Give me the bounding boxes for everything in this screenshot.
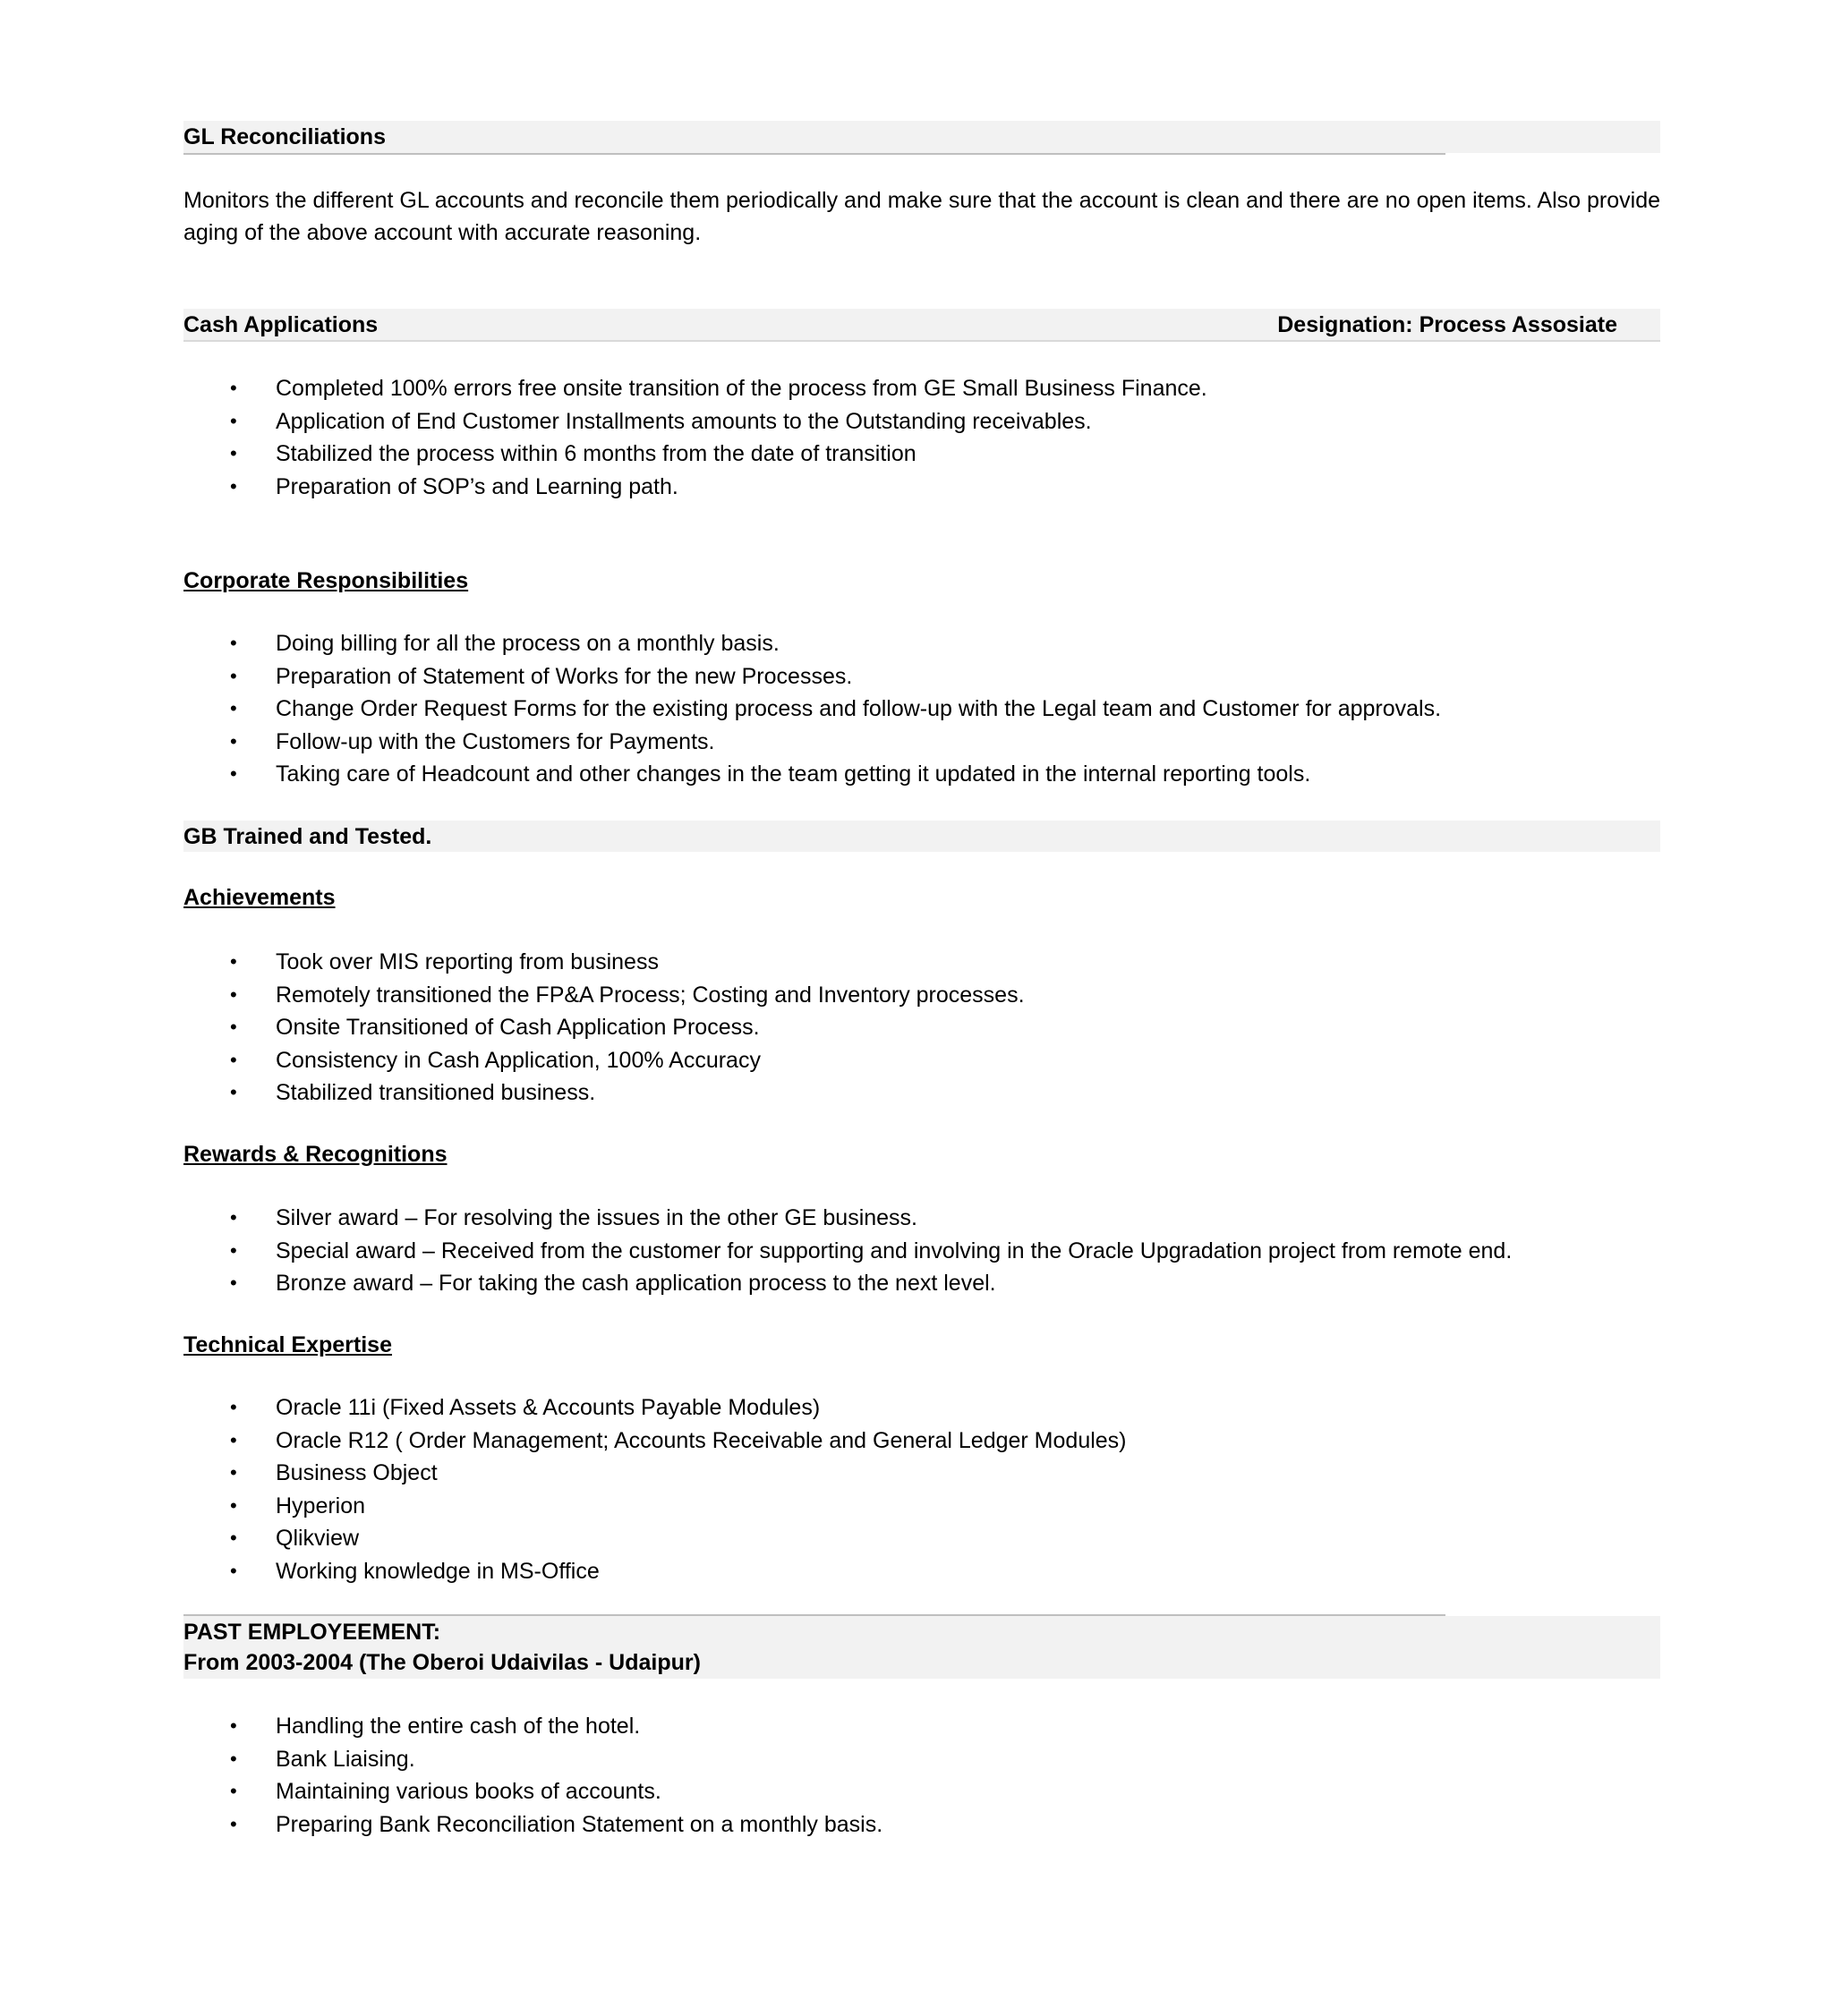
list-item: [183, 1202, 1660, 1235]
list-item-text: Stabilized the process within 6 months from the date of transition: [276, 441, 916, 466]
list-item: [183, 1044, 1660, 1077]
list-item: [183, 405, 1660, 438]
gb-trained-header: [183, 821, 1660, 852]
bullet-icon: •: [230, 1714, 237, 1737]
list-item: [183, 979, 1660, 1012]
list-item-text: Working knowledge in MS-Office: [276, 1558, 600, 1584]
past-employment-list: [183, 1710, 1660, 1841]
list-item-text: Silver award – For resolving the issues in the other GE business.: [276, 1205, 918, 1230]
list-item: [183, 438, 1660, 471]
list-item-text: Remotely transitioned the FP&A Process; Costing and Inventory processes.: [276, 982, 1025, 1008]
bullet-icon: •: [230, 1238, 237, 1262]
corporate-responsibilities-title: Corporate Responsibilities: [183, 568, 469, 593]
list-item: [183, 1710, 1660, 1743]
list-item-text: Change Order Request Forms for the existing process and follow-up with the Legal team and Customer for approvals.: [276, 696, 1442, 721]
bullet-icon: •: [230, 409, 237, 432]
bullet-icon: •: [230, 762, 237, 785]
list-item-text: Hyperion: [276, 1493, 366, 1518]
bullet-icon: •: [230, 1081, 237, 1103]
past-employment-subtitle: From 2003-2004 (The Oberoi Udaivilas - Udaipur): [183, 1650, 701, 1675]
list-item: [183, 1235, 1660, 1268]
bullet-icon: •: [230, 729, 237, 753]
achievements-list: [183, 946, 1660, 1110]
list-item-text: Business Object: [276, 1460, 438, 1485]
list-item-text: Bronze award – For taking the cash application process to the next level.: [276, 1271, 996, 1296]
bullet-icon: •: [230, 1016, 237, 1038]
gl-reconciliations-title: GL Reconciliations: [183, 124, 386, 149]
list-item: [183, 1425, 1660, 1458]
list-item: [183, 1775, 1660, 1808]
past-employment-title: PAST EMPLOYEEMENT:: [183, 1620, 441, 1645]
cash-applications-header: [183, 309, 1660, 341]
list-item: [183, 726, 1660, 759]
cash-applications-list: [183, 372, 1660, 503]
bullet-icon: •: [230, 442, 237, 464]
list-item: [183, 1267, 1660, 1300]
list-item: [183, 660, 1660, 693]
achievements-title: Achievements: [183, 885, 336, 910]
bullet-icon: •: [230, 632, 237, 654]
bullet-icon: •: [230, 1396, 237, 1418]
designation-label: Designation: Process Assosiate: [1277, 312, 1617, 337]
list-item-text: Completed 100% errors free onsite transition of the process from GE Small Business Finance.: [276, 376, 1207, 401]
list-item-text: Preparation of SOP’s and Learning path.: [276, 473, 678, 499]
list-item-text: Took over MIS reporting from business: [276, 949, 659, 974]
list-item: [183, 1743, 1660, 1776]
bullet-icon: •: [230, 697, 237, 719]
bullet-icon: •: [230, 1428, 237, 1451]
rewards-list: [183, 1202, 1660, 1300]
past-employment-header: [183, 1616, 1660, 1679]
list-item-text: Maintaining various books of accounts.: [276, 1779, 661, 1804]
bullet-icon: •: [230, 1812, 237, 1835]
list-item: [183, 1457, 1660, 1490]
bullet-icon: •: [230, 1559, 237, 1582]
list-item: [183, 372, 1660, 405]
list-item-text: Doing billing for all the process on a monthly basis.: [276, 631, 780, 656]
list-item: [183, 1522, 1660, 1555]
list-item: [183, 1011, 1660, 1044]
bullet-icon: •: [230, 664, 237, 687]
bullet-icon: •: [230, 1461, 237, 1484]
technical-expertise-title: Technical Expertise: [183, 1332, 392, 1357]
list-item-text: Onsite Transitioned of Cash Application Process.: [276, 1015, 760, 1040]
list-item: [183, 471, 1660, 504]
list-item-text: Taking care of Headcount and other changes in the team getting it updated in the internal reporting tools.: [276, 761, 1311, 787]
cash-applications-rule: [183, 340, 1660, 342]
bullet-icon: •: [230, 950, 237, 973]
list-item-text: Qlikview: [276, 1526, 360, 1551]
list-item-text: Consistency in Cash Application, 100% Accuracy: [276, 1047, 761, 1073]
bullet-icon: •: [230, 1272, 237, 1294]
list-item-text: Handling the entire cash of the hotel.: [276, 1714, 641, 1739]
list-item-text: Oracle R12 ( Order Management; Accounts Receivable and General Ledger Modules): [276, 1427, 1127, 1453]
list-item-text: Oracle 11i (Fixed Assets & Accounts Payable Modules): [276, 1395, 821, 1420]
list-item: [183, 758, 1660, 791]
list-item-text: Follow-up with the Customers for Payments.: [276, 728, 715, 754]
list-item-text: Special award – Received from the customer for supporting and involving in the Oracle Upgradation project from remote end.: [276, 1238, 1513, 1263]
list-item-text: Application of End Customer Installments amounts to the Outstanding receivables.: [276, 408, 1092, 434]
rewards-recognitions-title: Rewards & Recognitions: [183, 1142, 448, 1167]
corporate-responsibilities-list: [183, 627, 1660, 791]
bullet-icon: •: [230, 377, 237, 399]
gl-reconciliations-header: [183, 121, 1660, 153]
bullet-icon: •: [230, 1493, 237, 1517]
bullet-icon: •: [230, 1527, 237, 1549]
gl-reconciliations-paragraph: Monitors the different GL accounts and reconcile them periodically and make sure that the account is clean and there are no open items. Also provide aging of the above account with accurate reasoning.: [183, 188, 1660, 245]
gb-trained-title: GB Trained and Tested.: [183, 824, 432, 849]
bullet-icon: •: [230, 1780, 237, 1802]
cash-applications-title: Cash Applications: [183, 312, 379, 337]
list-item-text: Bank Liaising.: [276, 1746, 415, 1772]
bullet-icon: •: [230, 982, 237, 1006]
list-item: [183, 1076, 1660, 1110]
list-item: [183, 1808, 1660, 1842]
bullet-icon: •: [230, 1206, 237, 1229]
bullet-icon: •: [230, 474, 237, 498]
bullet-icon: •: [230, 1048, 237, 1071]
list-item-text: Preparation of Statement of Works for the new Processes.: [276, 663, 853, 689]
list-item: [183, 1391, 1660, 1425]
list-item: [183, 693, 1660, 726]
list-item: [183, 1555, 1660, 1588]
gl-reconciliations-rule: [183, 153, 1445, 155]
list-item-text: Stabilized transitioned business.: [276, 1080, 596, 1105]
bullet-icon: •: [230, 1747, 237, 1770]
list-item: [183, 627, 1660, 660]
list-item: [183, 946, 1660, 979]
technical-expertise-list: [183, 1391, 1660, 1587]
list-item: [183, 1490, 1660, 1523]
list-item-text: Preparing Bank Reconciliation Statement on a monthly basis.: [276, 1811, 883, 1837]
